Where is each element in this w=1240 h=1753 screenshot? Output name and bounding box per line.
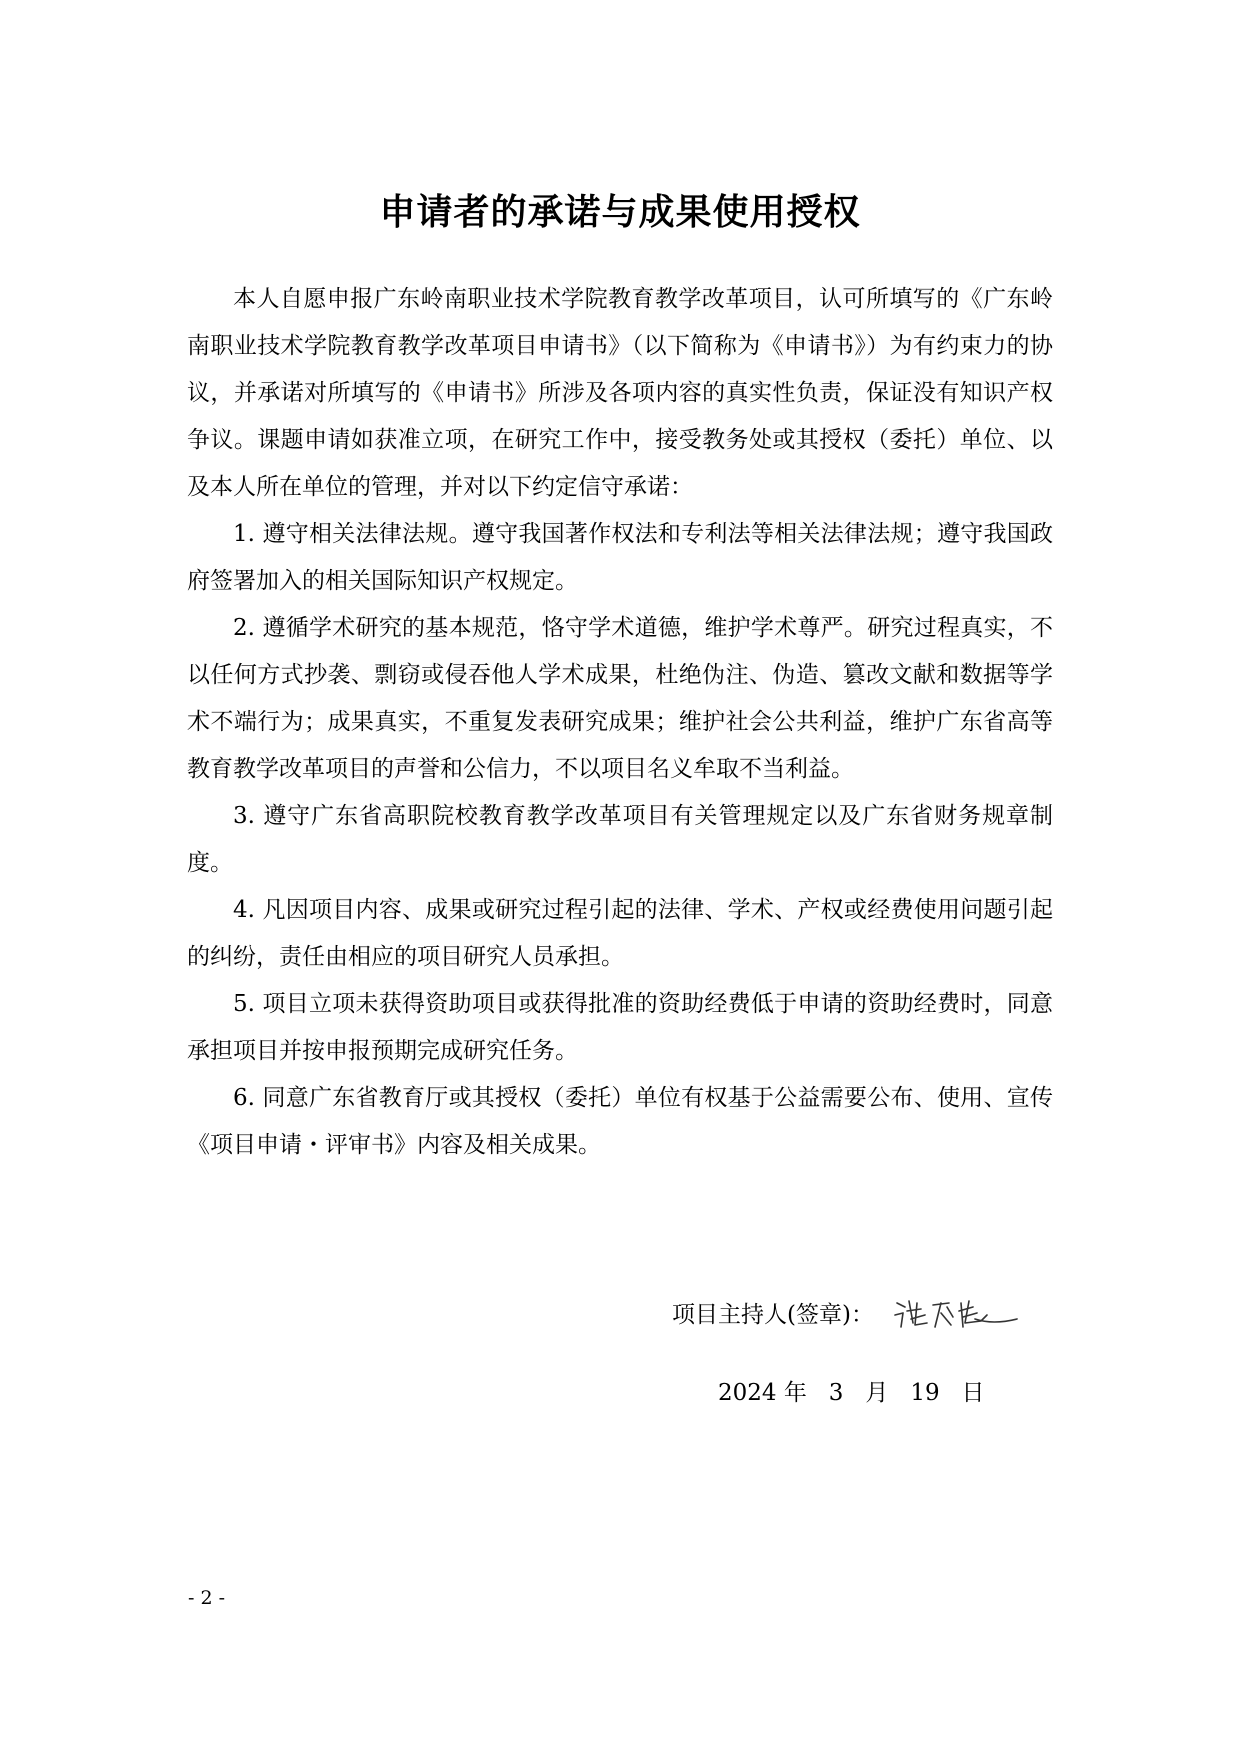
page-title: 申请者的承诺与成果使用授权 <box>379 192 861 233</box>
date-line <box>718 1375 985 1411</box>
commitment-item: 2. 遵循学术研究的基本规范，恪守学术道德，维护学术尊严。研究过程真实，不以任何方式抄袭、剽窃或侵吞他人学术成果，杜绝伪注、伪造、篡改文献和数据等学术不端行为；成果真实，不重复发表研究成果；维护社会公共利益，维护广东省高等教育教学改革项目的声誉和公信力，不以项目名义牟取不当利益。 <box>187 615 1053 782</box>
date-month: 3 <box>828 1380 844 1406</box>
commitment-item: 5. 项目立项未获得资助项目或获得批准的资助经费低于申请的资助经费时，同意承担项目并按申报预期完成研究任务。 <box>187 991 1053 1064</box>
commitment-item: 4. 凡因项目内容、成果或研究过程引起的法律、学术、产权或经费使用问题引起的纠纷，责任由相应的项目研究人员承担。 <box>187 897 1053 970</box>
intro-paragraph: 本人自愿申报广东岭南职业技术学院教育教学改革项目，认可所填写的《广东岭南职业技术学院教育教学改革项目申请书》（以下简称为《申请书》）为有约束力的协议，并承诺对所填写的《申请书》所涉及各项内容的真实性负责，保证没有知识产权争议。课题申请如获准立项，在研究工作中，接受教务处或其授权（委托）单位、以及本人所在单位的管理，并对以下约定信守承诺： <box>187 286 1053 500</box>
commitment-item: 1. 遵守相关法律法规。遵守我国著作权法和专利法等相关法律法规；遵守我国政府签署加入的相关国际知识产权规定。 <box>187 521 1053 594</box>
commitment-body <box>187 276 1053 1169</box>
commitment-item: 6. 同意广东省教育厅或其授权（委托）单位有权基于公益需要公布、使用、宣传《项目申请・评审书》内容及相关成果。 <box>187 1085 1053 1158</box>
date-day-unit: 日 <box>961 1380 985 1406</box>
date-year: 2024 <box>718 1380 777 1406</box>
date-day: 19 <box>910 1380 940 1406</box>
date-month-unit: 月 <box>865 1380 889 1406</box>
handwritten-signature-icon <box>891 1293 1021 1337</box>
signature-label: 项目主持人(签章)： <box>672 1302 874 1328</box>
commitment-item: 3. 遵守广东省高职院校教育教学改革项目有关管理规定以及广东省财务规章制度。 <box>187 803 1053 876</box>
signature-line <box>672 1290 1092 1338</box>
page-number: - 2 - <box>188 1587 226 1609</box>
date-year-unit: 年 <box>783 1380 807 1406</box>
